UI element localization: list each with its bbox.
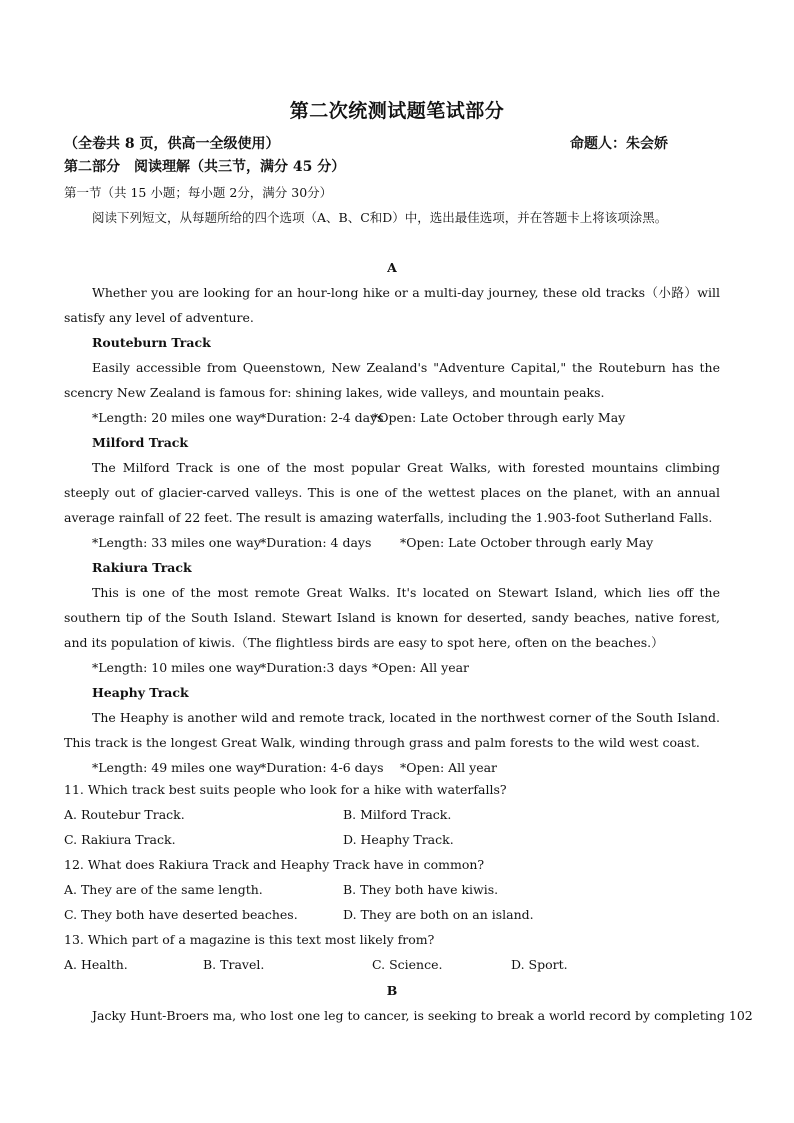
question-options [64,902,720,927]
track-facts [64,530,720,555]
track-duration: *Duration:3 days [260,660,368,675]
passage-label: B [386,983,398,998]
question-stem: 13. Which part of a magazine is this text most likely from? [64,932,435,947]
exam-scope: （全卷共 8 页，供高一全级使用） [64,136,280,152]
track-name: Heaphy Track [92,685,189,700]
track-open: *Open: Late October through early May [372,410,626,425]
track-length: *Length: 20 miles one way [92,410,261,425]
question-options [64,877,720,902]
question-options [64,802,720,827]
track-open: *Open: All year [400,760,498,775]
section-header [64,155,720,230]
option-c: C. Science. [372,957,443,972]
exam-author: 命题人：朱会娇 [570,136,668,152]
question-stem: 11. Which track best suits people who look for a hike with waterfalls? [64,782,507,797]
option-d: D. They are both on an island. [343,907,534,922]
question-options [64,952,720,977]
question-options [64,827,720,852]
option-c: C. They both have deserted beaches. [64,907,298,922]
track-duration: *Duration: 2-4 days [260,410,384,425]
question-stem: 12. What does Rakiura Track and Heaphy Track have in common? [64,857,485,872]
option-a: A. Health. [64,957,128,972]
track-description: The Heaphy is another wild and remote track, located in the northwest corner of the South Island. This track is the longest Great Walk, winding through grass and palm forests to the wild west coast. [64,710,720,750]
track-description: Easily accessible from Queenstown, New Zealand's "Adventure Capital," the Routeburn has the scencry New Zealand is famous for: shining lakes, wide valleys, and mountain peaks. [64,360,720,400]
option-d: D. Sport. [511,957,568,972]
option-a: A. Routebur Track. [64,807,185,822]
page-title: 第二次统测试题笔试部分 [289,100,505,122]
instruction-text: 阅读下列短文，从每题所给的四个选项（A、B、C和D）中，选出最佳选项，并在答题卡上将该项涂黑。 [92,210,668,225]
passage-label: A [387,260,397,275]
part-heading: 第二部分 阅读理解（共三节，满分 45 分） [64,159,346,175]
option-d: D. Heaphy Track. [343,832,454,847]
subsection-heading: 第一节（共 15 小题；每小题 2分，满分 30分） [64,185,333,200]
track-description: This is one of the most remote Great Walks. It's located on Stewart Island, which lies off the southern tip of the South Island. Stewart Island is known for deserted, sandy beaches, native forest, and its population of kiwis.（The flightless birds are easy to spot here, often on the beaches.） [64,585,720,650]
option-b: B. Milford Track. [343,807,452,822]
passage-b [64,978,753,1028]
option-a: A. They are of the same length. [64,882,263,897]
passage-intro: Whether you are looking for an hour-long hike or a multi-day journey, these old tracks（小路）will satisfy any level of adventure. [64,285,720,325]
exam-scope-line [64,133,704,153]
track-open: *Open: Late October through early May [400,535,654,550]
track-open: *Open: All year [372,660,470,675]
option-b: B. They both have kiwis. [343,882,499,897]
track-name: Milford Track [92,435,189,450]
track-name: Rakiura Track [92,560,192,575]
passage-a [64,255,720,780]
passage-first-line: Jacky Hunt-Broers ma, who lost one leg to cancer, is seeking to break a world record by completing 102 [92,1008,753,1023]
track-length: *Length: 10 miles one way [92,660,261,675]
track-length: *Length: 33 miles one way [92,535,261,550]
track-duration: *Duration: 4 days [260,535,372,550]
option-b: B. Travel. [203,957,265,972]
track-facts [64,655,720,680]
track-length: *Length: 49 miles one way [92,760,261,775]
track-facts [64,405,720,430]
track-duration: *Duration: 4-6 days [260,760,384,775]
option-c: C. Rakiura Track. [64,832,176,847]
track-description: The Milford Track is one of the most popular Great Walks, with forested mountains climbing steeply out of glacier-carved valleys. This is one of the wettest places on the planet, with an annual average rainfall of 22 feet. The result is amazing waterfalls, including the 1.903-foot Sutherland Falls. [64,460,720,525]
questions [64,777,720,977]
track-name: Routeburn Track [92,335,211,350]
